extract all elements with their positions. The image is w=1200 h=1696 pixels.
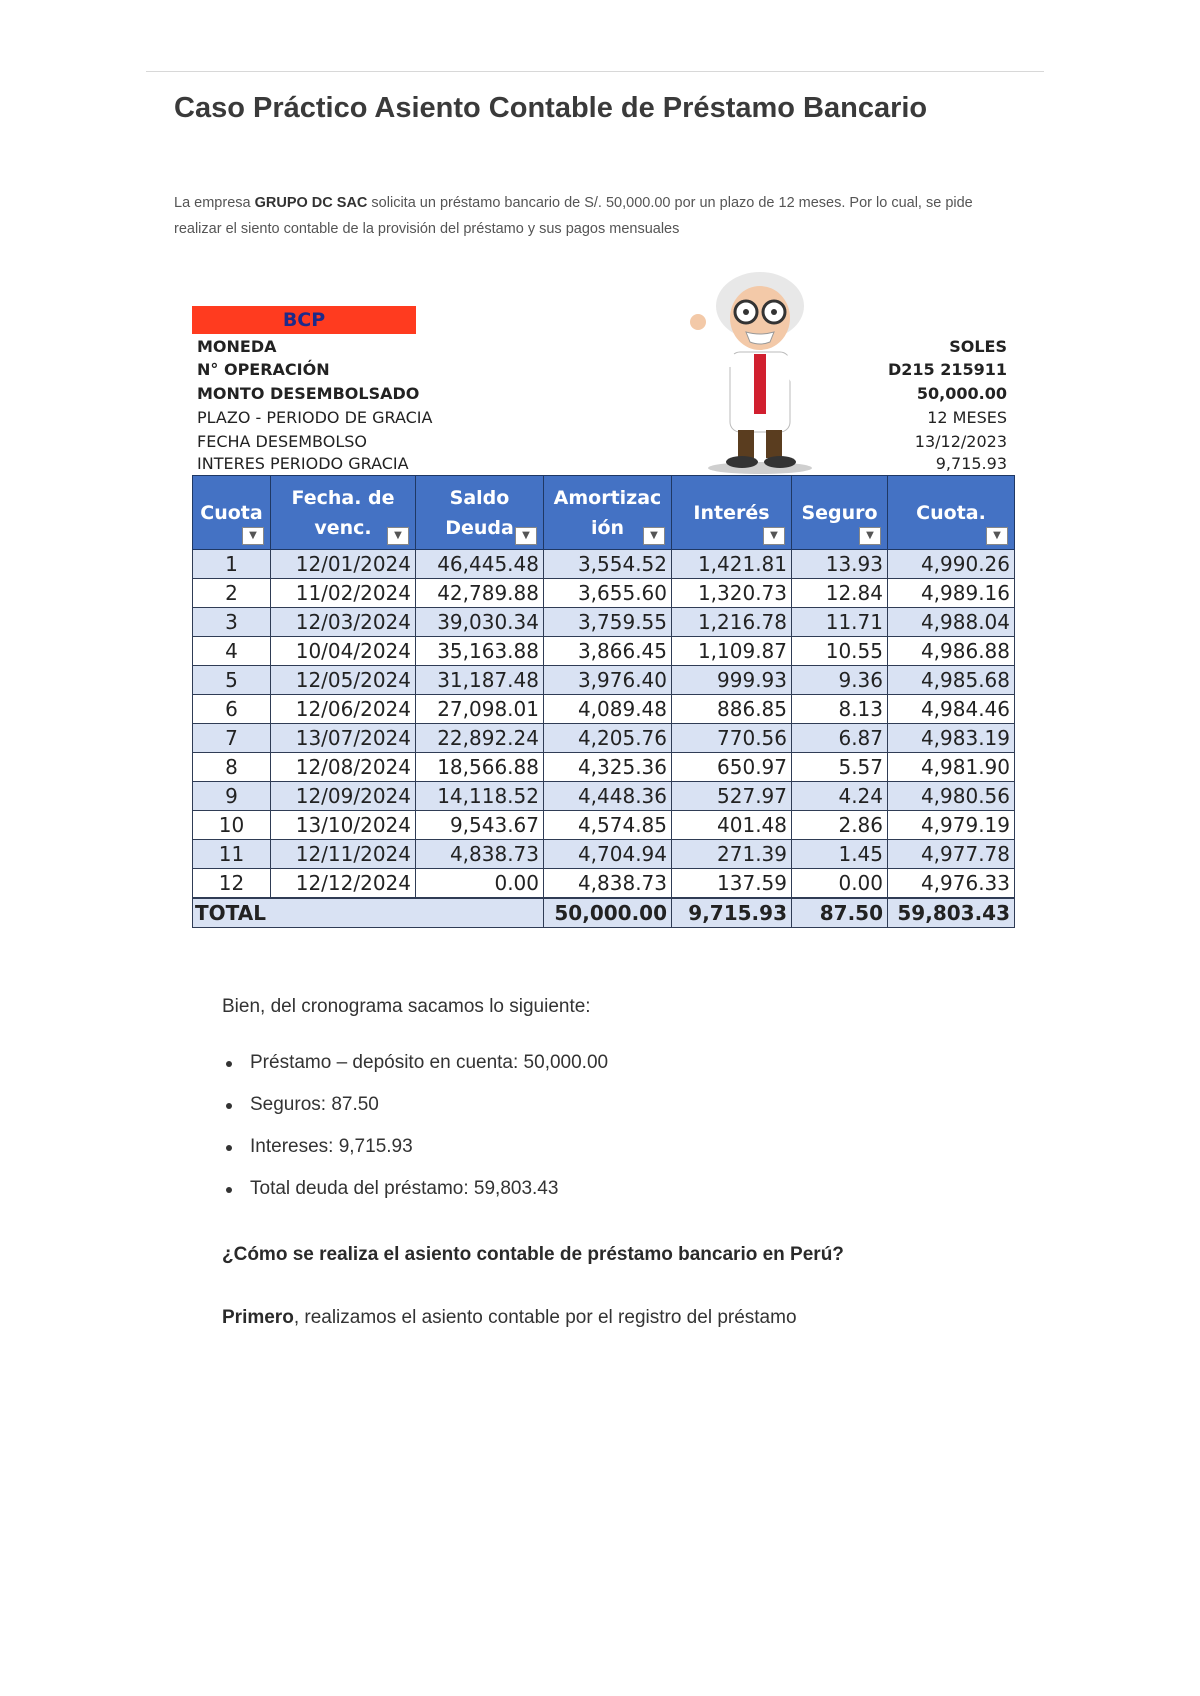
table-cell: 8: [193, 753, 271, 782]
total-label: TOTAL: [193, 898, 544, 928]
table-cell: 4,986.88: [888, 637, 1015, 666]
list-item: Seguros: 87.50: [222, 1092, 608, 1134]
table-cell: 10.55: [792, 637, 888, 666]
section-question: ¿Cómo se realiza el asiento contable de préstamo bancario en Perú?: [222, 1244, 844, 1265]
table-cell: 1,216.78: [672, 608, 792, 637]
col-header-saldo: Saldo Deuda ▼: [416, 476, 544, 550]
meta-label: INTERES PERIODO GRACIA: [197, 454, 409, 473]
table-cell: 39,030.34: [416, 608, 544, 637]
table-cell: 11.71: [792, 608, 888, 637]
table-cell: 4,976.33: [888, 869, 1015, 899]
table-cell: 2.86: [792, 811, 888, 840]
table-cell: 137.59: [672, 869, 792, 899]
table-cell: 4,990.26: [888, 550, 1015, 579]
col-header-cuota: Cuota ▼: [193, 476, 271, 550]
table-cell: 999.93: [672, 666, 792, 695]
table-row: [193, 724, 1015, 753]
table-cell: 42,789.88: [416, 579, 544, 608]
table-cell: 9.36: [792, 666, 888, 695]
table-cell: 9,543.67: [416, 811, 544, 840]
list-item: Préstamo – depósito en cuenta: 50,000.00: [222, 1050, 608, 1092]
table-cell: 1,421.81: [672, 550, 792, 579]
table-cell: 12/09/2024: [271, 782, 416, 811]
first-step-text: [222, 1307, 797, 1329]
facts-list: [222, 1050, 608, 1218]
meta-value: 13/12/2023: [914, 432, 1007, 451]
table-row: [193, 782, 1015, 811]
table-cell: 12.84: [792, 579, 888, 608]
table-cell: 0.00: [792, 869, 888, 899]
col-header-seguro: Seguro ▼: [792, 476, 888, 550]
filter-dropdown-icon[interactable]: ▼: [859, 527, 881, 545]
meta-value: SOLES: [949, 337, 1007, 356]
meta-label: MONEDA: [197, 337, 277, 356]
table-header-row: [193, 476, 1015, 550]
table-row: [193, 579, 1015, 608]
table-cell: 3,759.55: [544, 608, 672, 637]
meta-label: N° OPERACIÓN: [197, 360, 330, 379]
table-cell: 4,089.48: [544, 695, 672, 724]
col-header-cuota-total: Cuota. ▼: [888, 476, 1015, 550]
table-cell: 401.48: [672, 811, 792, 840]
meta-row-operacion: [197, 358, 1007, 382]
col-header-interes: Interés ▼: [672, 476, 792, 550]
table-cell: 10: [193, 811, 271, 840]
table-cell: 4,983.19: [888, 724, 1015, 753]
table-row: [193, 869, 1015, 899]
table-cell: 527.97: [672, 782, 792, 811]
page-title: Caso Práctico Asiento Contable de Préstamo Bancario: [174, 92, 928, 124]
table-cell: 12/05/2024: [271, 666, 416, 695]
col-header-amortizacion: Amortizac ión ▼: [544, 476, 672, 550]
table-cell: 35,163.88: [416, 637, 544, 666]
table-cell: 770.56: [672, 724, 792, 753]
table-row: [193, 695, 1015, 724]
table-cell: 4,980.56: [888, 782, 1015, 811]
lead-text: Bien, del cronograma sacamos lo siguiente:: [222, 996, 591, 1017]
table-cell: 4,989.16: [888, 579, 1015, 608]
total-interes: 9,715.93: [672, 898, 792, 928]
table-cell: 4,574.85: [544, 811, 672, 840]
table-row: [193, 637, 1015, 666]
bank-label: BCP: [192, 306, 416, 334]
list-item: Intereses: 9,715.93: [222, 1134, 608, 1176]
filter-dropdown-icon[interactable]: ▼: [763, 527, 785, 545]
meta-value: 12 MESES: [927, 408, 1007, 427]
table-cell: 4,977.78: [888, 840, 1015, 869]
meta-label: MONTO DESEMBOLSADO: [197, 384, 420, 403]
table-cell: 2: [193, 579, 271, 608]
list-item: Total deuda del préstamo: 59,803.43: [222, 1176, 608, 1218]
table-cell: 12/08/2024: [271, 753, 416, 782]
table-cell: 4,979.19: [888, 811, 1015, 840]
table-cell: 3,554.52: [544, 550, 672, 579]
meta-row-moneda: [197, 335, 1007, 359]
meta-value: 50,000.00: [916, 384, 1007, 403]
table-row: [193, 550, 1015, 579]
table-cell: 12/11/2024: [271, 840, 416, 869]
filter-dropdown-icon[interactable]: ▼: [242, 527, 264, 545]
table-cell: 12: [193, 869, 271, 899]
table-cell: 4,988.04: [888, 608, 1015, 637]
table-row: [193, 811, 1015, 840]
top-divider: [146, 71, 1044, 72]
table-cell: 886.85: [672, 695, 792, 724]
meta-label: FECHA DESEMBOLSO: [197, 432, 367, 451]
table-cell: 4,704.94: [544, 840, 672, 869]
meta-row-fecha: [197, 430, 1007, 454]
table-cell: 1,109.87: [672, 637, 792, 666]
table-cell: 14,118.52: [416, 782, 544, 811]
intro-post: solicita un préstamo bancario de S/. 50,000.00 por un plazo de 12 meses. Por lo cual, se pide realizar el siento contable de la provisión del préstamo y sus pagos mensuales: [174, 195, 973, 237]
first-step-rest: , realizamos el asiento contable por el registro del préstamo: [293, 1307, 797, 1328]
table-row: [193, 666, 1015, 695]
professor-illustration: [680, 266, 840, 476]
table-cell: 4,984.46: [888, 695, 1015, 724]
table-cell: 4,985.68: [888, 666, 1015, 695]
table-cell: 3: [193, 608, 271, 637]
table-cell: 1.45: [792, 840, 888, 869]
table-cell: 1: [193, 550, 271, 579]
table-cell: 18,566.88: [416, 753, 544, 782]
table-cell: 4,205.76: [544, 724, 672, 753]
table-cell: 12/06/2024: [271, 695, 416, 724]
table-cell: 3,866.45: [544, 637, 672, 666]
table-cell: 3,976.40: [544, 666, 672, 695]
total-amortizacion: 50,000.00: [544, 898, 672, 928]
filter-dropdown-icon[interactable]: ▼: [986, 527, 1008, 545]
table-row: [193, 753, 1015, 782]
table-cell: 22,892.24: [416, 724, 544, 753]
meta-row-interes: [197, 452, 1007, 474]
total-row: [193, 898, 1015, 928]
table-cell: 6: [193, 695, 271, 724]
intro-pre: La empresa: [174, 195, 255, 211]
table-row: [193, 608, 1015, 637]
meta-value: D215 215911: [887, 360, 1007, 379]
table-cell: 27,098.01: [416, 695, 544, 724]
table-cell: 4,838.73: [544, 869, 672, 899]
table-cell: 4,448.36: [544, 782, 672, 811]
table-cell: 3,655.60: [544, 579, 672, 608]
table-cell: 271.39: [672, 840, 792, 869]
table-cell: 12/03/2024: [271, 608, 416, 637]
table-cell: 5.57: [792, 753, 888, 782]
table-cell: 8.13: [792, 695, 888, 724]
meta-label: PLAZO - PERIODO DE GRACIA: [197, 408, 433, 427]
meta-value: 9,715.93: [935, 454, 1007, 473]
table-cell: 4.24: [792, 782, 888, 811]
table-cell: 13.93: [792, 550, 888, 579]
table-cell: 5: [193, 666, 271, 695]
table-cell: 4,838.73: [416, 840, 544, 869]
loan-schedule-sheet: [192, 300, 1014, 932]
filter-dropdown-icon[interactable]: ▼: [387, 527, 409, 545]
table-cell: 13/10/2024: [271, 811, 416, 840]
table-cell: 12/01/2024: [271, 550, 416, 579]
table-cell: 11: [193, 840, 271, 869]
schedule-table: [192, 475, 1015, 928]
table-cell: 1,320.73: [672, 579, 792, 608]
total-cuota: 59,803.43: [888, 898, 1015, 928]
table-cell: 4: [193, 637, 271, 666]
meta-row-monto: [197, 382, 1007, 406]
table-cell: 10/04/2024: [271, 637, 416, 666]
table-cell: 13/07/2024: [271, 724, 416, 753]
table-cell: 11/02/2024: [271, 579, 416, 608]
table-cell: 6.87: [792, 724, 888, 753]
table-cell: 7: [193, 724, 271, 753]
table-row: [193, 840, 1015, 869]
filter-dropdown-icon[interactable]: ▼: [643, 527, 665, 545]
intro-company: GRUPO DC SAC: [254, 195, 368, 211]
table-cell: 9: [193, 782, 271, 811]
table-cell: 31,187.48: [416, 666, 544, 695]
table-cell: 650.97: [672, 753, 792, 782]
intro-paragraph: [174, 190, 1024, 242]
total-seguro: 87.50: [792, 898, 888, 928]
table-cell: 4,325.36: [544, 753, 672, 782]
table-cell: 4,981.90: [888, 753, 1015, 782]
filter-dropdown-icon[interactable]: ▼: [515, 527, 537, 545]
col-header-fecha: Fecha. de venc. ▼: [271, 476, 416, 550]
first-step-bold: Primero: [222, 1307, 294, 1328]
meta-row-plazo: [197, 406, 1007, 430]
table-cell: 0.00: [416, 869, 544, 899]
table-cell: 46,445.48: [416, 550, 544, 579]
table-cell: 12/12/2024: [271, 869, 416, 899]
